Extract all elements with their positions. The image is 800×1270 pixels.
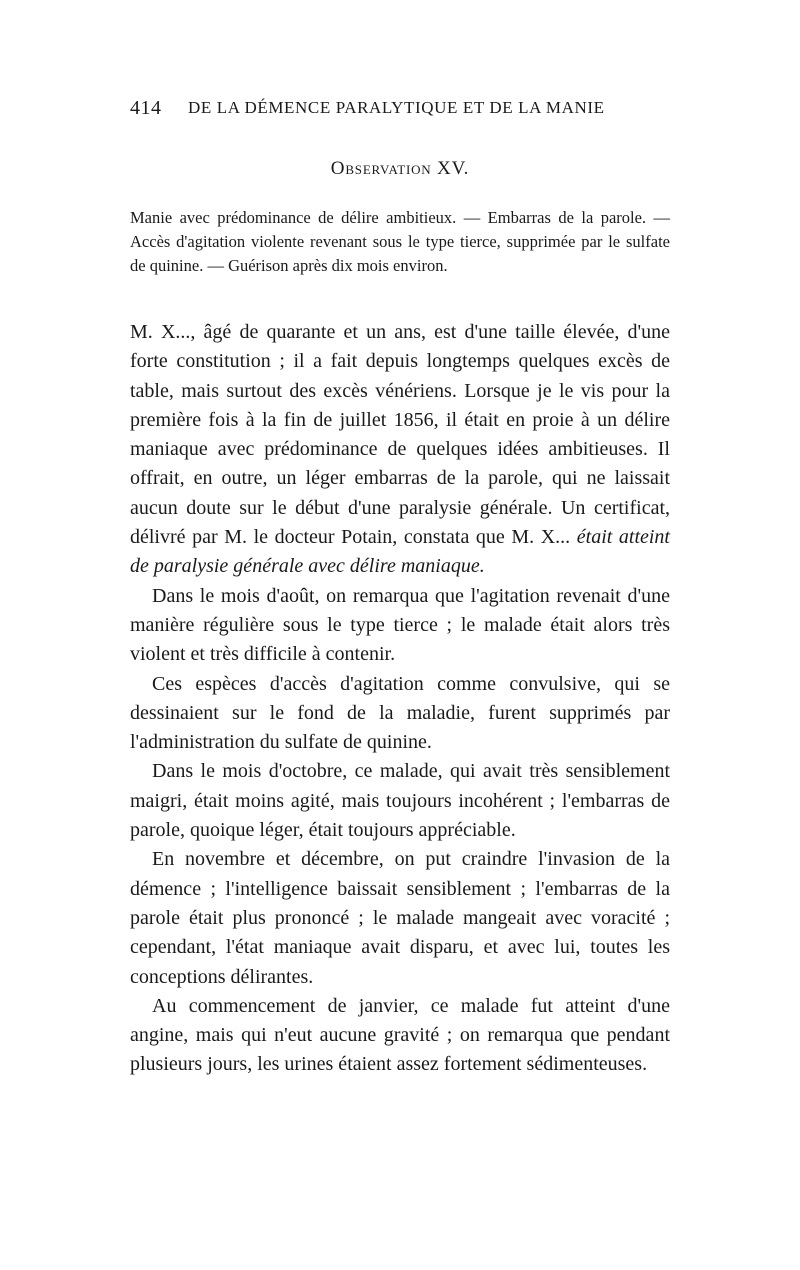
paragraph-1 <box>130 318 670 582</box>
observation-heading: Observation XV. <box>330 158 470 179</box>
observation-summary: Manie avec prédominance de délire ambitieux. — Embarras de la parole. — Accès d'agitation violente revenant sous le type tierce, supprimée par le sulfate de quinine. — Guérison après dix mois environ. <box>130 208 670 275</box>
paragraph-3: Ces espèces d'accès d'agitation comme convulsive, qui se dessinaient sur le fond de la maladie, furent supprimés par l'administration du sulfate de quinine. <box>130 672 670 754</box>
paragraph-1-italic-quote: était atteint de paralysie générale avec délire maniaque. <box>130 526 670 578</box>
paragraph-4: Dans le mois d'octobre, ce malade, qui avait très sensiblement maigri, était moins agité, mais toujours incohérent ; l'embarras de parole, quoique léger, était toujours appréciable. <box>130 760 670 842</box>
paragraph-5: En novembre et décembre, on put craindre l'invasion de la démence ; l'intelligence baissait sensiblement ; l'embarras de la parole était plus prononcé ; le malade mangeait avec voracité ; cependant, l'état maniaque avait disparu, et avec lui, toutes les conceptions délirantes. <box>130 848 670 988</box>
body-text <box>130 318 670 1080</box>
running-head <box>130 97 670 121</box>
page-number: 414 <box>130 97 162 119</box>
paragraph-2: Dans le mois d'août, on remarqua que l'agitation revenait d'une manière régulière sous le type tierce ; le malade était alors très violent et très difficile à contenir. <box>130 584 670 666</box>
running-title: DE LA DÉMENCE PARALYTIQUE ET DE LA MANIE <box>188 98 605 117</box>
paragraph-6: Au commencement de janvier, ce malade fut atteint d'une angine, mais qui n'eut aucune gravité ; on remarqua que pendant plusieurs jours, les urines étaient assez fortement sédimenteuses. <box>130 994 670 1076</box>
paragraph-1-text: M. X..., âgé de quarante et un ans, est d'une taille élevée, d'une forte constitution ; il a fait depuis longtemps quelques excès de table, mais surtout des excès vénériens. Lorsque je le vis pour la première fois à la fin de juillet 1856, il était en proie à un délire maniaque avec prédominance de quelques idées ambitieuses. Il offrait, en outre, un léger embarras de la parole, qui ne laissait aucun doute sur le début d'une paralysie générale. Un certificat, délivré par M. le docteur Potain, constata que M. X... <box>130 321 670 549</box>
